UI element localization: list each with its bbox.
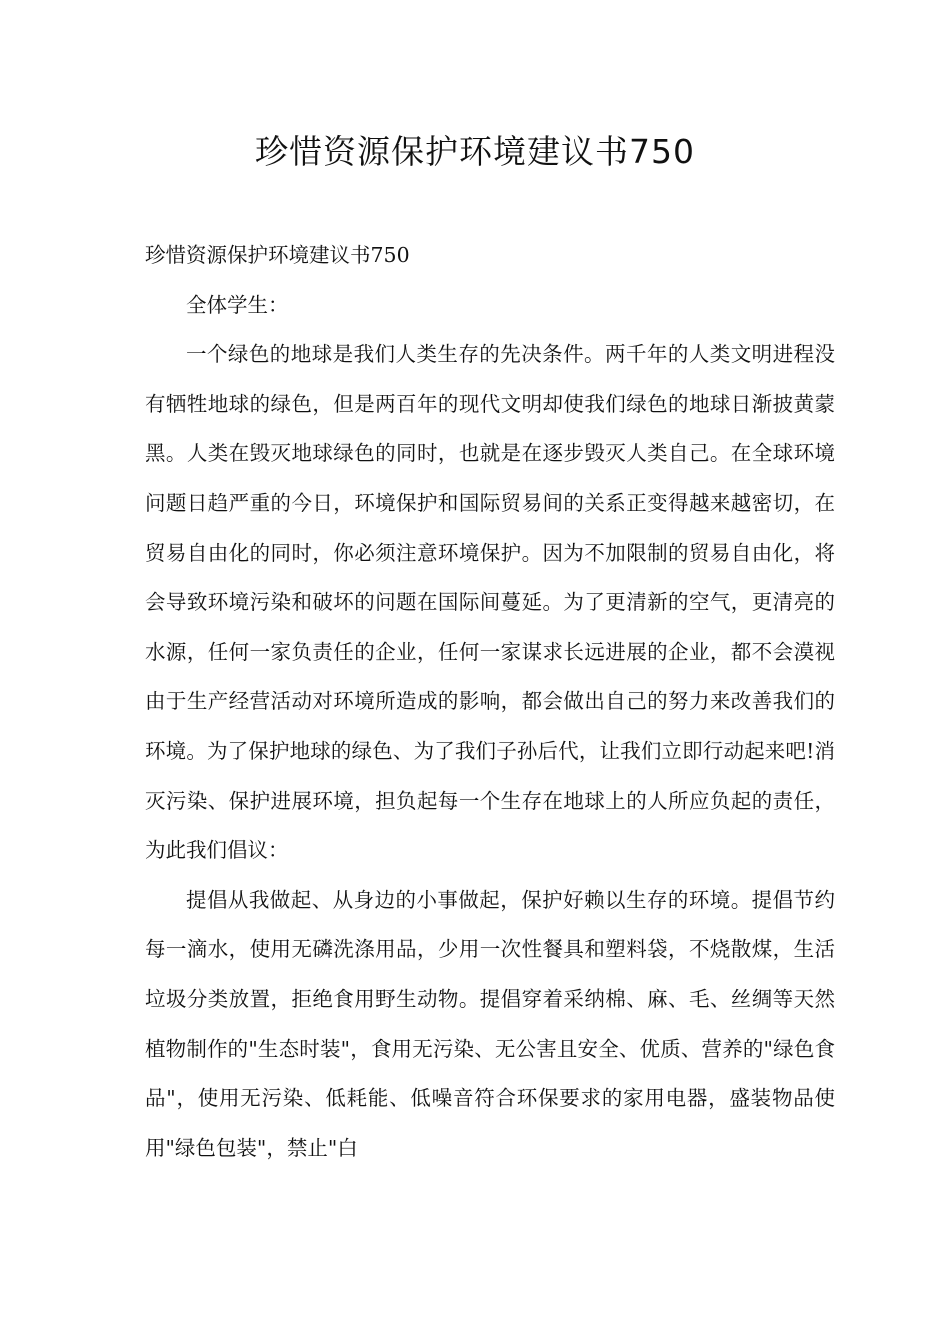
document-subtitle: 珍惜资源保护环境建议书750 [145, 243, 410, 267]
salutation: 全体学生： [186, 292, 289, 317]
document-title: 珍惜资源保护环境建议书750 [255, 132, 695, 171]
paragraph-1: 一个绿色的地球是我们人类生存的先决条件。两千年的人类文明进程没有牺牲地球的绿色，但是两百年的现代文明却使我们绿色的地球日渐披黄蒙黑。人类在毁灭地球绿色的同时，也就是在逐步毁灭人类自己。在全球环境问题日趋严重的今日，环境保护和国际贸易间的关系正变得越来越密切，在贸易自由化的同时，你必须注意环境保护。因为不加限制的贸易自由化，将会导致环境污染和破坏的问题在国际间蔓延。为了更清新的空气，更清亮的水源，任何一家负责任的企业，任何一家谋求长远进展的企业，都不会漠视由于生产经营活动对环境所造成的影响，都会做出自己的努力来改善我们的环境。为了保护地球的绿色、为了我们子孙后代，让我们立即行动起来吧!消灭污染、保护进展环境，担负起每一个生存在地球上的人所应负起的责任，为此我们倡议： [145, 342, 835, 863]
document-body [145, 231, 835, 1173]
paragraph-2: 提倡从我做起、从身边的小事做起，保护好赖以生存的环境。提倡节约每一滴水，使用无磷洗涤用品，少用一次性餐具和塑料袋，不烧散煤，生活垃圾分类放置，拒绝食用野生动物。提倡穿着采纳棉、麻、毛、丝绸等天然植物制作的"生态时装"，食用无污染、无公害且安全、优质、营养的"绿色食品"，使用无污染、低耗能、低噪音符合环保要求的家用电器，盛装物品使用"绿色包装"，禁止"白 [145, 887, 835, 1160]
